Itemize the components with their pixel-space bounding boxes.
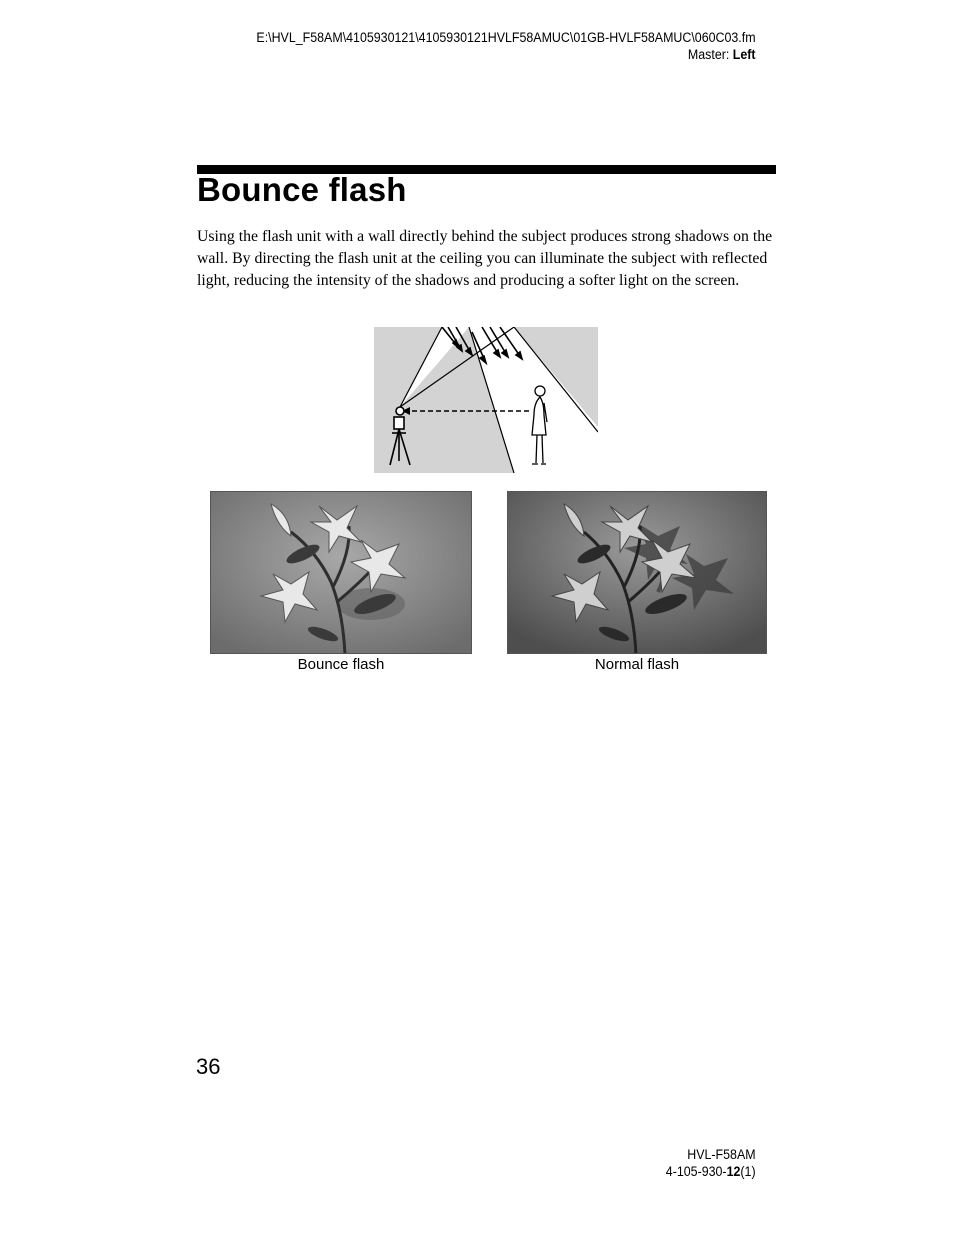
file-path-header bbox=[257, 29, 756, 63]
bounce-flash-caption: Bounce flash bbox=[297, 656, 385, 673]
normal-flash-caption: Normal flash bbox=[594, 656, 680, 673]
page-title: Bounce flash bbox=[197, 171, 407, 208]
page-number: 36 bbox=[196, 1054, 221, 1079]
footer-code bbox=[666, 1163, 756, 1180]
footer-code-suffix: (1) bbox=[740, 1164, 756, 1179]
footer-code-prefix: 4-105-930- bbox=[666, 1164, 727, 1179]
normal-flash-photo bbox=[507, 491, 767, 654]
bounce-flash-photo bbox=[210, 491, 472, 654]
master-line bbox=[257, 46, 756, 63]
file-path: E:\HVL_F58AM\4105930121\4105930121HVLF58AMUC\01GB-HVLF58AMUC\060C03.fm bbox=[256, 30, 756, 45]
body-paragraph: Using the flash unit with a wall directly behind the subject produces strong shadows on the wall. By directing the flash unit at the ceiling you can illuminate the subject with reflected light, reducing the intensity of the shadows and producing a softer light on the screen. bbox=[197, 228, 773, 289]
footer-block bbox=[666, 1146, 756, 1180]
bounce-flash-diagram bbox=[374, 327, 598, 473]
footer-model: HVL-F58AM bbox=[687, 1147, 756, 1162]
master-value: Left bbox=[733, 47, 756, 62]
footer-code-bold: 12 bbox=[726, 1164, 741, 1179]
master-label: Master: bbox=[688, 47, 730, 62]
